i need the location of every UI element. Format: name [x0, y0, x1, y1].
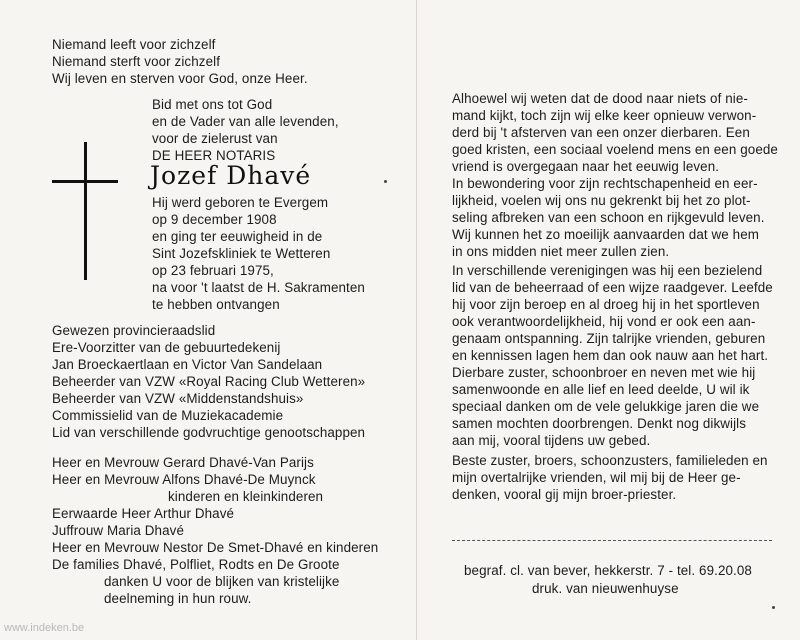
intro-line-1: Niemand leeft voor zichzelf	[52, 37, 216, 52]
family-line-6: Heer en Mevrouw Nestor De Smet-Dhavé en kinderen	[52, 540, 379, 555]
bio-line-1: Hij werd geboren te Evergem	[152, 195, 329, 210]
function-line-1: Gewezen provincieraadslid	[52, 323, 216, 338]
deceased-name: Jozef Dhavé	[150, 161, 312, 190]
text-line-3: derd bij 't afsterven van een onzer dierbaren. Een	[452, 125, 750, 140]
family-line-3: kinderen en kleinkinderen	[168, 489, 324, 504]
function-line-4: Beheerder van VZW «Royal Racing Club Wetteren»	[52, 374, 366, 389]
text-line-24: denken, vooral gij mijn broer-priester.	[452, 487, 677, 502]
text-line-19: speciaal danken om de vele gelukkige jaren die we	[452, 399, 760, 414]
intro-line-2: Niemand sterft voor zichzelf	[52, 54, 221, 69]
speck	[772, 606, 775, 609]
cross-icon	[84, 142, 87, 280]
text-line-13: hij voor zijn beroep en al droeg hij in het sportleven	[452, 297, 760, 312]
text-line-2: mand kijkt, toch zijn wij elke keer opnieuw verwon-	[452, 108, 757, 123]
text-line-21: aan mij, vooral tijdens uw gebed.	[452, 433, 651, 448]
function-line-2: Ere-Voorzitter van de gebuurtedekenij	[52, 340, 281, 355]
text-line-22: Beste zuster, broers, schoonzusters, familieleden en	[452, 453, 768, 468]
function-line-7: Lid van verschillende godvruchtige genootschappen	[52, 425, 366, 440]
text-line-1: Alhoewel wij weten dat de dood naar niets of nie-	[452, 91, 748, 106]
prayer-line-1: Bid met ons tot God	[152, 97, 273, 112]
prayer-line-2: en de Vader van alle levenden,	[152, 114, 339, 129]
bio-line-5: op 23 februari 1975,	[152, 263, 274, 278]
separator-rule	[452, 540, 772, 541]
cross-icon-bar	[52, 180, 118, 183]
function-line-3: Jan Broeckaertlaan en Victor Van Sandelaan	[52, 357, 323, 372]
family-line-5: Juffrouw Maria Dhavé	[52, 523, 184, 538]
family-line-9: deelneming in hun rouw.	[104, 591, 252, 606]
printer-line-2: druk. van nieuwenhuyse	[532, 581, 679, 596]
function-line-5: Beheerder van VZW «Middenstandshuis»	[52, 391, 304, 406]
prayer-line-4: DE HEER NOTARIS	[152, 148, 276, 163]
printer-line-1: begraf. cl. van bever, hekkerstr. 7 - tel. 69.20.08	[464, 563, 752, 578]
text-line-7: lijkheid, voelen wij ons nu gekrenkt bij het zo plot-	[452, 193, 751, 208]
text-line-16: en kennissen lagen hem dan ook nauw aan het hart.	[452, 348, 769, 363]
text-line-6: In bewondering voor zijn rechtschapenheid en eer-	[452, 176, 758, 191]
text-line-12: lid van de beheerraad of een wijze raadgever. Leefde	[452, 280, 773, 295]
text-line-10: in ons midden niet meer zullen zien.	[452, 244, 670, 259]
text-line-15: genaam ontspanning. Zijn talrijke vrienden, geburen	[452, 331, 766, 346]
text-line-23: mijn overtalrijke vrienden, wil mij bij de Heer ge-	[452, 470, 741, 485]
text-line-9: Wij kunnen het zo moeilijk aanvaarden dat we hem	[452, 227, 759, 242]
function-line-6: Commissielid van de Muziekacademie	[52, 408, 284, 423]
speck	[384, 180, 387, 183]
family-line-2: Heer en Mevrouw Alfons Dhavé-De Muynck	[52, 472, 316, 487]
text-line-18: samenwoonde en alle lief en leed deelde, U wil ik	[452, 382, 750, 397]
prayer-line-3: voor de zielerust van	[152, 131, 278, 146]
text-line-14: ook verantwoordelijkheid, hij vond er ook een aan-	[452, 314, 756, 329]
bio-line-4: Sint Jozefskliniek te Wetteren	[152, 246, 331, 261]
bio-line-3: en ging ter eeuwigheid in de	[152, 229, 323, 244]
text-line-11: In verschillende verenigingen was hij een bezielend	[452, 263, 763, 278]
bio-line-2: op 9 december 1908	[152, 212, 277, 227]
text-line-5: vriend is overgegaan naar het eeuwig leven.	[452, 159, 720, 174]
text-line-8: seling afbreken van een schoon en rijkgevuld leven.	[452, 210, 765, 225]
text-line-17: Dierbare zuster, schoonbroer en neven met wie hij	[452, 365, 756, 380]
fold-line	[416, 0, 417, 640]
bio-line-7: te hebben ontvangen	[152, 297, 280, 312]
family-line-1: Heer en Mevrouw Gerard Dhavé-Van Parijs	[52, 455, 314, 470]
watermark: www.indeken.be	[4, 622, 85, 634]
intro-line-3: Wij leven en sterven voor God, onze Heer.	[52, 71, 308, 86]
family-line-4: Eerwaarde Heer Arthur Dhavé	[52, 506, 235, 521]
bio-line-6: na voor 't laatst de H. Sakramenten	[152, 280, 365, 295]
family-line-8: danken U voor de blijken van kristelijke	[104, 574, 340, 589]
text-line-20: samen mochten doorbrengen. Denkt nog dikwijls	[452, 416, 747, 431]
text-line-4: goed kristen, een sociaal voelend mens en een goede	[452, 142, 778, 157]
family-line-7: De families Dhavé, Polfliet, Rodts en De Groote	[52, 557, 340, 572]
